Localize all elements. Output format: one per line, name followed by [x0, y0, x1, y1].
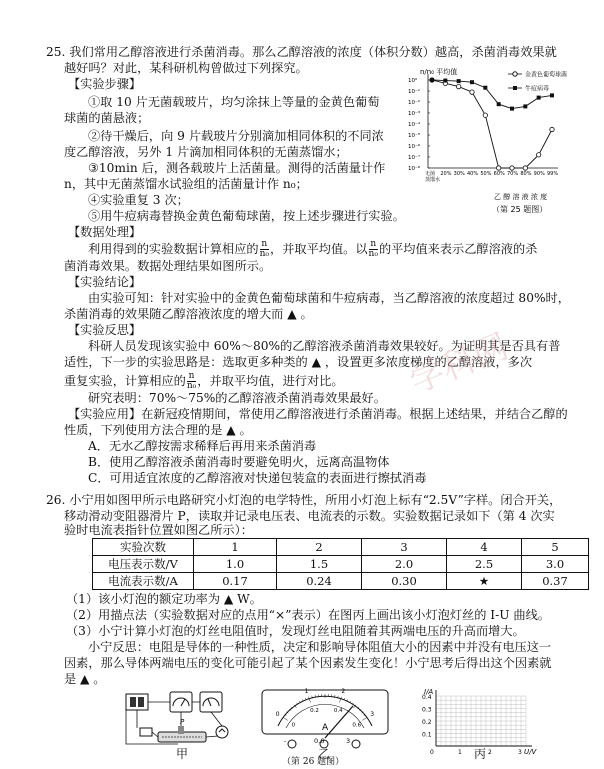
dial-label: 0 [291, 722, 296, 729]
q25-option-b: B．使用乙醇溶液杀菌消毒时要避免明火，远离高温物体 [88, 455, 390, 469]
y-tick-label: 10⁰ [408, 78, 418, 84]
terminal-label: 0.6 [314, 737, 325, 745]
q25-reflection-line1: 科研人员发现该实验中 60%～80%的乙醇溶液杀菌消毒效果较好。为证明其是否具有普 [88, 339, 561, 353]
table-cell: 0.17 [194, 573, 277, 590]
table-cell: 3.0 [522, 556, 589, 573]
graph-xlabel: U/V [524, 748, 537, 756]
y-tick-label: 10⁻⁴ [408, 122, 421, 128]
chart-x-ticks [425, 170, 558, 183]
q25-reflection-line2: 适性，下一步的实验思路是：选取更多种类的 ▲ ，设置更多浓度梯度的乙醇溶液，多次 [64, 355, 533, 369]
x-tick-label: 60% [493, 171, 505, 177]
q26-intro-line3: 验时电流表指针位置如图乙所示）： [64, 523, 253, 537]
y-tick-label: 10⁻² [408, 100, 421, 106]
q25-step4: ④实验重复 3 次； [88, 193, 189, 207]
switch-icon [140, 728, 152, 736]
ammeter-unit: A [322, 723, 329, 733]
voltmeter-icon [170, 692, 192, 712]
chart-title: （第 25 题图） [492, 205, 548, 214]
q26-reflect-line2: 因素，那么导体两端电压的变化可能引起了某个因素发生变化！小宁思考后得出这个因素就 [64, 656, 552, 670]
q25-reflection-line3: 重复实验，计算相应的 $\frac{n}{\text{n₀}}$ ，并取平均值，进行对比。 [64, 371, 344, 391]
terminal-label: - [284, 737, 287, 745]
q25-steps-heading: 【实验步骤】 [68, 77, 142, 91]
q25-step3-cont: n，其中无菌蒸馏水试验组的活菌量计作 n₀； [64, 177, 308, 191]
data-point [430, 78, 434, 82]
svg-text:P: P [180, 718, 185, 726]
x-tick-label: 20% [440, 171, 452, 177]
graph-ylabel: I/A [424, 688, 434, 696]
chart-legend [508, 71, 567, 93]
x-tick-label: 70% [507, 171, 519, 177]
x-tick-label: 1 [458, 749, 462, 756]
table-row [93, 539, 589, 556]
data-point [470, 80, 474, 84]
y-tick-label: 10⁻⁷ [408, 155, 421, 161]
y-tick-label: 0.4 [422, 694, 432, 701]
x-tick-label: 30% [453, 171, 465, 177]
q26-reflect-line1: 小宁反思：电阻是导体的一种性质，决定和影响导体阻值大小的因素中并没有电压这一 [88, 640, 552, 654]
table-row [93, 556, 589, 573]
x-tick-label: 无菌 [425, 171, 436, 177]
data-point [497, 102, 501, 106]
q25-step1: ①取 10 片无菌载玻片，均匀涂抹上等量的金黄色葡萄 [88, 95, 380, 109]
legend-marker [513, 86, 517, 90]
table-cell: 0.30 [362, 573, 447, 590]
y-tick-label: 10⁻³ [408, 111, 421, 117]
table-row [93, 573, 589, 590]
q26-data-table [92, 538, 589, 590]
q25-step1-cont: 球菌的菌悬液； [64, 111, 150, 125]
data-point [550, 93, 554, 97]
table-cell: 0.37 [522, 573, 589, 590]
q25-result: 研究表明：70%～75%的乙醇溶液杀菌消毒效果最好。 [88, 391, 386, 405]
chart-ylabel: n/n₀ 平均值 [420, 68, 458, 76]
data-point [537, 96, 541, 100]
table-cell: 电流表示数/A [93, 573, 194, 590]
dial-label: 0 [275, 710, 280, 718]
fig-c-label: 丙 [474, 747, 487, 761]
fraction-n-over-n0: $\frac{n}{\text{n₀}}$ [186, 371, 197, 391]
data-point [510, 107, 514, 111]
q26-caption: （第 26 题图） [282, 757, 345, 767]
dial-label: 0.2 [310, 708, 319, 715]
q26-intro-line2: 移动滑动变阻器滑片 P，读取并记录电压表、电流表的示数。实验数据记录如下（第 4 次实 [64, 509, 555, 523]
q25-conclusion-heading: 【实验结论】 [68, 275, 142, 289]
chart-y-ticks [408, 77, 430, 172]
data-point [496, 166, 500, 170]
x-tick-label: 99% [547, 171, 559, 177]
terminal-knob [352, 740, 360, 748]
x-tick-label: 80% [520, 171, 532, 177]
battery-icon [126, 694, 148, 710]
table-cell: ★ [447, 573, 522, 590]
ammeter-dial-figure [258, 688, 392, 754]
terminal-label: 3 [346, 737, 351, 745]
fraction-n-over-n0: $\frac{n}{\text{n₀}}$ [368, 239, 378, 259]
circuit-figure [118, 688, 248, 754]
data-point [456, 84, 460, 88]
x-tick-label: 90% [533, 171, 545, 177]
data-point [510, 166, 514, 170]
q25-application-line1: 【实验应用】在新冠疫情期间，常使用乙醇溶液进行杀菌消毒。根据上述结果，并结合乙醇的 [68, 407, 568, 421]
dial-label: 2 [341, 688, 346, 696]
x-tick-label: 0 [430, 749, 434, 756]
table-cell: 1.0 [194, 556, 277, 573]
q25-data-heading: 【数据处理】 [68, 225, 142, 239]
data-point [443, 79, 447, 83]
x-tick-label: 3 [518, 749, 522, 756]
table-cell: 电压表示数/V [93, 556, 194, 573]
table-cell: 2 [277, 539, 362, 556]
q25-conclusion-line2: 杀菌消毒的效果随乙醇溶液浓度的增大而 ▲ 。 [64, 307, 313, 321]
fig-b-label: 乙 [318, 747, 331, 761]
y-tick-label: 0.1 [422, 731, 432, 739]
fig-a-label: 甲 [176, 747, 189, 761]
q26-sub1: （1）该小灯泡的额定功率为 ▲ W。 [66, 592, 262, 606]
graph-y-ticks [422, 694, 432, 739]
table-cell: 4 [447, 539, 522, 556]
data-point [536, 153, 540, 157]
legend-label: 金黄色葡萄球菌 [525, 71, 568, 79]
x-tick-label: 40% [467, 171, 479, 177]
q25-data-line2: 菌消毒效果。数据处理结果如图所示。 [64, 259, 272, 273]
q25-option-a: A．无水乙醇按需求稀释后再用来杀菌消毒 [88, 439, 317, 453]
table-cell: 2.0 [362, 556, 447, 573]
table-cell: 实验次数 [93, 539, 194, 556]
dial-label: 0.6 [352, 722, 362, 729]
dial-label: 3 [370, 710, 375, 718]
fraction-n-over-n0: $\frac{n}{\text{n₀}}$ [259, 239, 270, 259]
x-tick-label: 蒸馏水 [425, 177, 441, 183]
dial-label: 1 [304, 688, 309, 696]
data-point [523, 166, 527, 170]
data-point [483, 86, 487, 90]
q25-conclusion-line1: 由实验可知：针对实验中的金黄色葡萄球菌和牛痘病毒，当乙醇溶液的浓度超过 80%时， [88, 291, 570, 305]
chart-xlabel: 乙 醇 溶 液 浓 度 [494, 193, 548, 201]
legend-marker [513, 72, 517, 76]
q26-reflect-line3: 是 ▲ 。 [64, 672, 106, 686]
watermark-text: 学科网 [404, 326, 514, 402]
table-cell: 2.5 [447, 556, 522, 573]
series-line [432, 80, 552, 168]
y-tick-label: 10⁻⁸ [408, 166, 421, 172]
y-tick-label: 10⁻⁶ [408, 144, 421, 150]
graph-grid [436, 690, 532, 746]
y-tick-label: 0.2 [422, 719, 432, 726]
table-cell: 1.5 [277, 556, 362, 573]
dial-label: 0.4 [333, 708, 343, 715]
q25-data-line1: 利用得到的实验数据计算相应的 $\frac{n}{\text{n₀}}$ ，并取平均值。以 $\frac{n}{\text{n₀}}$ 的平均值来表示乙醇溶液的杀 [88, 239, 538, 259]
data-point [523, 104, 527, 108]
terminal-knob [288, 740, 296, 748]
q25-step2: ②待干燥后，向 9 片载玻片分别滴加相同体积的不同浓 [88, 129, 384, 143]
y-tick-label: 10⁻¹ [408, 89, 421, 95]
slider-p-icon [178, 726, 184, 734]
table-cell: 0.24 [277, 573, 362, 590]
q26-sub2: （2）用描点法（实验数据对应的点用“×”表示）在图丙上画出该小灯泡灯丝的 I-U 曲线。 [66, 608, 550, 622]
q25-step3: ③10min 后，测各载玻片上活菌量。测得的活菌量计作 [88, 161, 386, 175]
data-point [483, 113, 487, 117]
table-cell: 3 [362, 539, 447, 556]
x-tick-label: 50% [480, 171, 492, 177]
q25-reflection-heading: 【实验反思】 [68, 323, 142, 337]
q25-line-chart [406, 66, 586, 218]
q25-intro-line2: 越好吗？对此，某科研机构曾做过下列探究。 [64, 61, 308, 75]
table-cell: 1 [194, 539, 277, 556]
q25-step2-cont: 度乙醇溶液，另外 1 片滴加相同体积的无菌蒸馏水； [64, 145, 348, 159]
y-tick-label: 0.3 [422, 706, 432, 714]
data-point [550, 127, 554, 131]
q26-sub3: （3）小宁计算小灯泡的灯丝电阻值时，发现灯丝电阻随着其两端电压的升高而增大。 [66, 624, 525, 638]
y-tick-label: 10⁻⁵ [408, 133, 421, 139]
table-cell: 5 [522, 539, 589, 556]
data-point [470, 90, 474, 94]
q25-step5: ⑤用牛痘病毒替换金黄色葡萄球菌，按上述步骤进行实验。 [88, 209, 405, 223]
x-tick-label: 2 [488, 749, 492, 756]
q25-option-c: C．可用适宜浓度的乙醇溶液对快递包装盒的表面进行擦拭消毒 [88, 471, 427, 485]
q25-application-line2: 性质，下列使用方法合理的是 ▲ 。 [64, 423, 252, 437]
data-point [457, 79, 461, 83]
q25-intro-line1: 25. 我们常用乙醇溶液进行杀菌消毒。那么乙醇溶液的浓度（体积分数）越高，杀菌消毒效果就 [46, 45, 557, 59]
q26-intro-line1: 26. 小宁用如图甲所示电路研究小灯泡的电学特性，所用小灯泡上标有“2.5V”字样。闭合开关， [46, 493, 562, 507]
ammeter-icon [200, 692, 222, 712]
legend-label: 牛痘病毒 [525, 85, 550, 93]
